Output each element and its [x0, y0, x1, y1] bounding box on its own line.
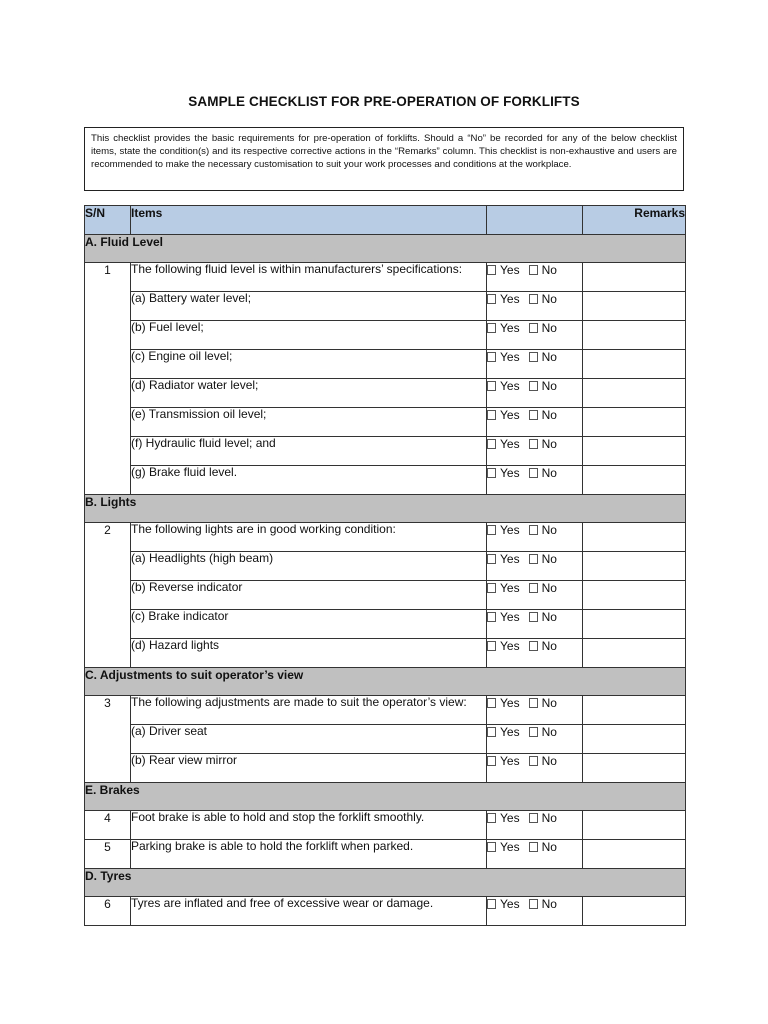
table-row [85, 350, 686, 379]
yes-no-choice [487, 897, 583, 926]
section-header-row [85, 668, 686, 696]
checklist-table [84, 205, 686, 926]
remarks-cell[interactable] [583, 523, 686, 552]
table-row [85, 897, 686, 926]
section-header-row [85, 235, 686, 263]
row-sn: 6 [85, 897, 131, 926]
no-label: No [541, 840, 557, 854]
remarks-cell[interactable] [583, 811, 686, 840]
no-label: No [541, 754, 557, 768]
table-row [85, 437, 686, 466]
remarks-cell[interactable] [583, 581, 686, 610]
row-sn: 1 [85, 263, 131, 495]
yes-label: Yes [500, 639, 520, 653]
row-item-text: Parking brake is able to hold the forklift when parked. [131, 840, 487, 869]
section-header-row [85, 869, 686, 897]
yes-no-choice [487, 610, 583, 639]
yes-checkbox[interactable] [487, 813, 496, 823]
table-row [85, 292, 686, 321]
header-blank [487, 206, 583, 235]
no-checkbox[interactable] [529, 468, 538, 478]
table-row [85, 466, 686, 495]
row-item-text: (d) Radiator water level; [131, 379, 487, 408]
yes-no-choice [487, 263, 583, 292]
yes-label: Yes [500, 840, 520, 854]
table-row [85, 754, 686, 783]
yes-no-choice [487, 350, 583, 379]
no-checkbox[interactable] [529, 352, 538, 362]
document-title: SAMPLE CHECKLIST FOR PRE-OPERATION OF FORKLIFTS [188, 94, 580, 109]
yes-label: Yes [500, 811, 520, 825]
row-item-text: (f) Hydraulic fluid level; and [131, 437, 487, 466]
yes-label: Yes [500, 408, 520, 422]
yes-checkbox[interactable] [487, 439, 496, 449]
remarks-cell[interactable] [583, 696, 686, 725]
row-item-text: (d) Hazard lights [131, 639, 487, 668]
no-label: No [541, 696, 557, 710]
header-remarks: Remarks [583, 206, 686, 235]
yes-label: Yes [500, 696, 520, 710]
yes-no-choice [487, 321, 583, 350]
no-label: No [541, 408, 557, 422]
remarks-cell[interactable] [583, 840, 686, 869]
table-row [85, 408, 686, 437]
table-row [85, 725, 686, 754]
no-label: No [541, 466, 557, 480]
row-item-text: (c) Brake indicator [131, 610, 487, 639]
remarks-cell[interactable] [583, 437, 686, 466]
yes-label: Yes [500, 725, 520, 739]
yes-label: Yes [500, 466, 520, 480]
no-label: No [541, 897, 557, 911]
row-item-text: (a) Battery water level; [131, 292, 487, 321]
no-checkbox[interactable] [529, 554, 538, 564]
no-checkbox[interactable] [529, 698, 538, 708]
header-items: Items [131, 206, 487, 235]
no-checkbox[interactable] [529, 381, 538, 391]
section-header-row [85, 495, 686, 523]
yes-checkbox[interactable] [487, 612, 496, 622]
row-item-text: (c) Engine oil level; [131, 350, 487, 379]
row-sn: 2 [85, 523, 131, 668]
no-label: No [541, 379, 557, 393]
yes-checkbox[interactable] [487, 265, 496, 275]
yes-no-choice [487, 754, 583, 783]
yes-label: Yes [500, 581, 520, 595]
section-title: A. Fluid Level [85, 235, 686, 263]
remarks-cell[interactable] [583, 321, 686, 350]
yes-label: Yes [500, 552, 520, 566]
table-row [85, 581, 686, 610]
row-sn: 4 [85, 811, 131, 840]
no-label: No [541, 639, 557, 653]
row-item-text: The following fluid level is within manufacturers’ specifications: [131, 263, 487, 292]
no-label: No [541, 321, 557, 335]
row-sn: 5 [85, 840, 131, 869]
row-item-text: Tyres are inflated and free of excessive wear or damage. [131, 897, 487, 926]
no-checkbox[interactable] [529, 525, 538, 535]
remarks-cell[interactable] [583, 466, 686, 495]
no-label: No [541, 552, 557, 566]
yes-checkbox[interactable] [487, 352, 496, 362]
yes-checkbox[interactable] [487, 899, 496, 909]
yes-no-choice [487, 840, 583, 869]
row-item-text: (b) Rear view mirror [131, 754, 487, 783]
section-title: D. Tyres [85, 869, 686, 897]
section-title: C. Adjustments to suit operator’s view [85, 668, 686, 696]
row-item-text: (a) Headlights (high beam) [131, 552, 487, 581]
intro-text: This checklist provides the basic requirements for pre-operation of forklifts. Should a “No” be recorded for any of the below checklist items, state the condition(s) and its respective corrective actions in the “Remarks” column. This checklist is non-exhaustive and users are recommended to make the necessary customisation to suit your work processes and conditions at the workplace. [84, 127, 684, 191]
no-checkbox[interactable] [529, 439, 538, 449]
row-item-text: (e) Transmission oil level; [131, 408, 487, 437]
no-label: No [541, 581, 557, 595]
table-row [85, 263, 686, 292]
row-item-text: Foot brake is able to hold and stop the forklift smoothly. [131, 811, 487, 840]
yes-checkbox[interactable] [487, 381, 496, 391]
yes-checkbox[interactable] [487, 842, 496, 852]
remarks-cell[interactable] [583, 350, 686, 379]
no-label: No [541, 292, 557, 306]
table-row [85, 610, 686, 639]
yes-checkbox[interactable] [487, 698, 496, 708]
yes-no-choice [487, 581, 583, 610]
yes-checkbox[interactable] [487, 525, 496, 535]
yes-label: Yes [500, 754, 520, 768]
yes-label: Yes [500, 321, 520, 335]
yes-no-choice [487, 639, 583, 668]
no-label: No [541, 523, 557, 537]
section-title: E. Brakes [85, 783, 686, 811]
no-checkbox[interactable] [529, 265, 538, 275]
no-checkbox[interactable] [529, 641, 538, 651]
no-label: No [541, 350, 557, 364]
yes-no-choice [487, 292, 583, 321]
yes-checkbox[interactable] [487, 554, 496, 564]
no-checkbox[interactable] [529, 842, 538, 852]
yes-checkbox[interactable] [487, 756, 496, 766]
yes-label: Yes [500, 292, 520, 306]
yes-no-choice [487, 811, 583, 840]
table-row [85, 523, 686, 552]
yes-checkbox[interactable] [487, 323, 496, 333]
row-item-text: (b) Reverse indicator [131, 581, 487, 610]
no-label: No [541, 811, 557, 825]
remarks-cell[interactable] [583, 639, 686, 668]
yes-no-choice [487, 466, 583, 495]
yes-no-choice [487, 696, 583, 725]
yes-label: Yes [500, 379, 520, 393]
yes-checkbox[interactable] [487, 410, 496, 420]
remarks-cell[interactable] [583, 754, 686, 783]
remarks-cell[interactable] [583, 408, 686, 437]
yes-label: Yes [500, 263, 520, 277]
section-title: B. Lights [85, 495, 686, 523]
table-row [85, 696, 686, 725]
remarks-cell[interactable] [583, 292, 686, 321]
header-sn: S/N [85, 206, 131, 235]
yes-label: Yes [500, 350, 520, 364]
table-row [85, 811, 686, 840]
table-row [85, 552, 686, 581]
yes-label: Yes [500, 523, 520, 537]
no-checkbox[interactable] [529, 813, 538, 823]
yes-label: Yes [500, 437, 520, 451]
table-row [85, 840, 686, 869]
no-checkbox[interactable] [529, 410, 538, 420]
remarks-cell[interactable] [583, 379, 686, 408]
yes-label: Yes [500, 897, 520, 911]
yes-no-choice [487, 725, 583, 754]
section-header-row [85, 783, 686, 811]
no-checkbox[interactable] [529, 756, 538, 766]
table-row [85, 321, 686, 350]
table-header [85, 206, 686, 235]
row-item-text: (b) Fuel level; [131, 321, 487, 350]
remarks-cell[interactable] [583, 897, 686, 926]
yes-checkbox[interactable] [487, 583, 496, 593]
row-item-text: The following adjustments are made to suit the operator’s view: [131, 696, 487, 725]
no-checkbox[interactable] [529, 323, 538, 333]
yes-no-choice [487, 523, 583, 552]
no-label: No [541, 437, 557, 451]
no-label: No [541, 610, 557, 624]
remarks-cell[interactable] [583, 725, 686, 754]
remarks-cell[interactable] [583, 263, 686, 292]
row-sn: 3 [85, 696, 131, 783]
yes-no-choice [487, 408, 583, 437]
yes-checkbox[interactable] [487, 294, 496, 304]
yes-checkbox[interactable] [487, 468, 496, 478]
yes-no-choice [487, 437, 583, 466]
no-label: No [541, 725, 557, 739]
yes-label: Yes [500, 610, 520, 624]
no-checkbox[interactable] [529, 899, 538, 909]
table-row [85, 379, 686, 408]
no-checkbox[interactable] [529, 294, 538, 304]
table-row [85, 639, 686, 668]
yes-no-choice [487, 552, 583, 581]
remarks-cell[interactable] [583, 552, 686, 581]
row-item-text: The following lights are in good working condition: [131, 523, 487, 552]
remarks-cell[interactable] [583, 610, 686, 639]
yes-checkbox[interactable] [487, 727, 496, 737]
no-label: No [541, 263, 557, 277]
no-checkbox[interactable] [529, 727, 538, 737]
yes-checkbox[interactable] [487, 641, 496, 651]
yes-no-choice [487, 379, 583, 408]
row-item-text: (g) Brake fluid level. [131, 466, 487, 495]
no-checkbox[interactable] [529, 612, 538, 622]
no-checkbox[interactable] [529, 583, 538, 593]
row-item-text: (a) Driver seat [131, 725, 487, 754]
